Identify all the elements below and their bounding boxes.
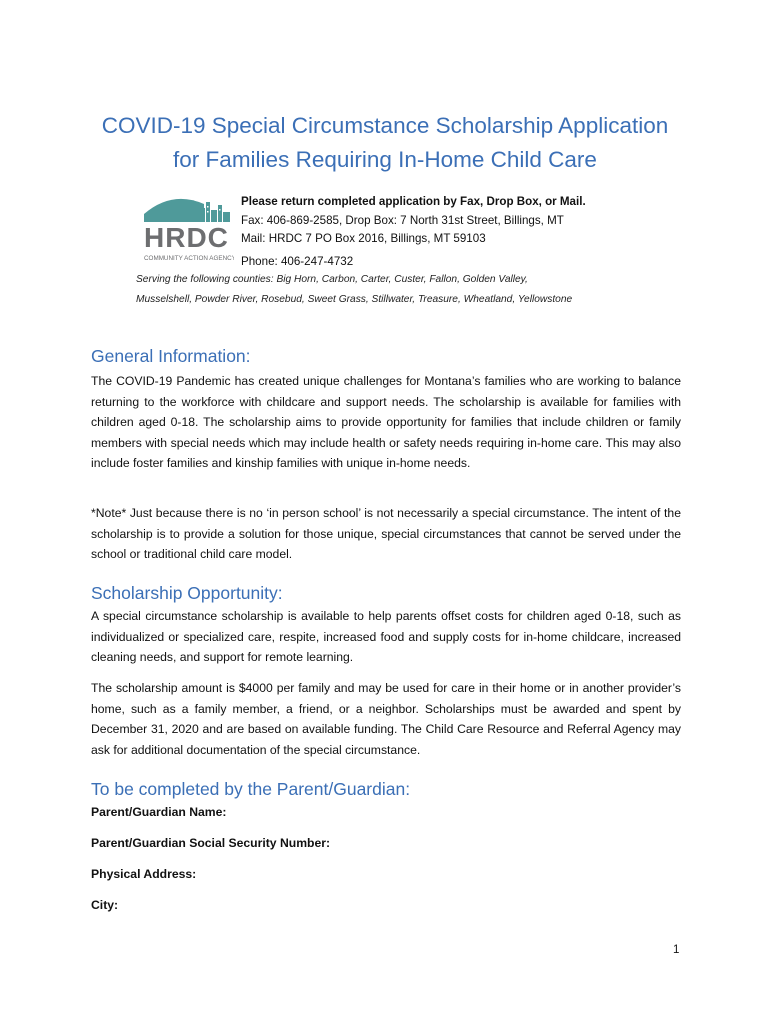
hrdc-logo-graphic: [142, 192, 234, 264]
scholarship-paragraph-1: A special circumstance scholarship is available to help parents offset costs for children aged 0-18, such as individualized or specialized care, respite, increased food and supply costs for in-home childcare, increased cleaning needs, and support for remote learning.: [91, 609, 681, 664]
mail-line: Mail: HRDC 7 PO Box 2016, Billings, MT 59103: [241, 232, 486, 245]
return-instructions: Please return completed application by Fax, Drop Box, or Mail.: [241, 195, 586, 208]
counties-line-1: Serving the following counties: Big Horn, Carbon, Carter, Custer, Fallon, Golden Valley,: [136, 274, 528, 285]
phone-line: Phone: 406-247-4732: [241, 254, 354, 268]
fax-dropbox-line: Fax: 406-869-2585, Drop Box: 7 North 31st Street, Billings, MT: [241, 213, 564, 227]
general-info-paragraph-1: The COVID-19 Pandemic has created unique challenges for Montana’s families who are working to balance returning to the workforce with childcare and support needs. The scholarship is available for families with children aged 0-18. The scholarship aims to provide opportunity for families that include children or family members with special needs which may include health or safety needs requiring in-home care. This may also include foster families and kinship families with unique in-home needs.: [91, 374, 681, 470]
scholarship-heading: Scholarship Opportunity:: [91, 583, 283, 603]
parent-guardian-heading: To be completed by the Parent/Guardian:: [91, 779, 411, 799]
title-line-2: for Families Requiring In-Home Child Care: [173, 147, 597, 172]
physical-address-field: Physical Address:: [91, 867, 197, 881]
general-info-note: *Note* Just because there is no ‘in person school’ is not necessarily a special circumstance. The intent of the scholarship is to provide a solution for those unique, special circumstances that cannot be served under the school or traditional child care model.: [91, 506, 681, 561]
page-title: [0, 109, 770, 177]
svg-text:COMMUNITY ACTION AGENCY: COMMUNITY ACTION AGENCY: [144, 255, 234, 262]
title-line-1: COVID-19 Special Circumstance Scholarship Application: [101, 113, 669, 138]
page-number: 1: [673, 944, 680, 956]
counties-line-2: Musselshell, Powder River, Rosebud, Sweet Grass, Stillwater, Treasure, Wheatland, Yellowstone: [136, 294, 573, 305]
parent-ssn-field: Parent/Guardian Social Security Number:: [91, 836, 331, 850]
parent-name-field: Parent/Guardian Name:: [91, 805, 227, 819]
general-info-heading: General Information:: [91, 346, 251, 366]
hrdc-logo: [142, 192, 234, 264]
city-field: City:: [91, 898, 119, 912]
scholarship-paragraph-2: The scholarship amount is $4000 per family and may be used for care in their home or in another provider’s home, such as a family member, a friend, or a neighbor. Scholarships must be awarded and spent by December 31, 2020 and are based on available funding. The Child Care Resource and Referral Agency may ask for additional documentation of the special circumstance.: [91, 681, 681, 757]
svg-text:HRDC: HRDC: [144, 222, 229, 253]
counties-served: [136, 270, 572, 310]
contact-info: [241, 193, 586, 271]
